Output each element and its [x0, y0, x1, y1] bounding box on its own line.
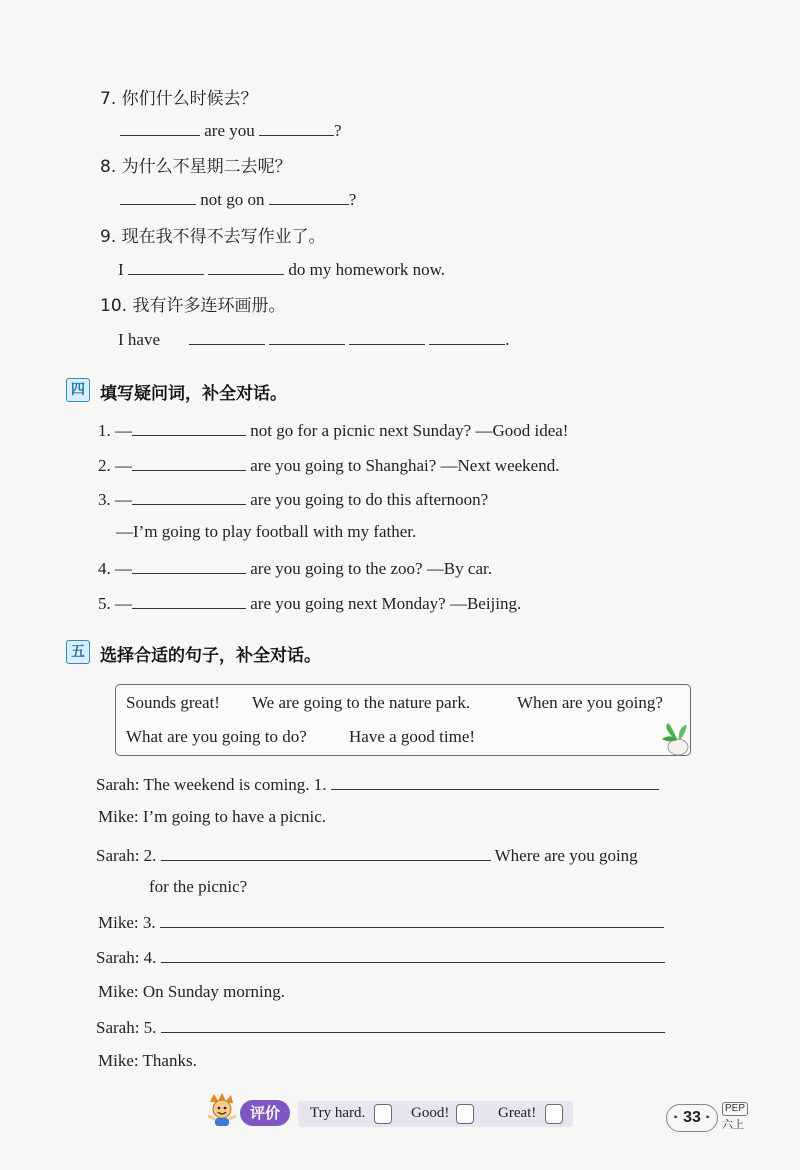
dialogue-line-3-end: for the picnic?	[149, 877, 248, 896]
dialogue-blank-1[interactable]	[331, 773, 659, 790]
s4-item-1-num: 1. —	[98, 421, 132, 440]
dialogue-blank-5[interactable]	[161, 1016, 665, 1033]
dialogue-line-3-cont: Where are you going	[494, 846, 638, 865]
s4-item-1-blank[interactable]	[132, 419, 246, 436]
q9-start: I	[118, 260, 124, 279]
s4-item-2	[98, 454, 559, 476]
s4-item-1	[98, 419, 568, 441]
dialogue-line-5-text: Sarah: 4.	[96, 948, 157, 967]
s4-item-2-num: 2. —	[98, 456, 132, 475]
s4-item-3-reply: —I’m going to play football with my father.	[116, 522, 417, 541]
dialogue-line-1	[96, 773, 659, 795]
good-label: Good!	[411, 1105, 450, 1121]
dialogue-line-4-text: Mike: 3.	[98, 913, 156, 932]
try-hard-checkbox[interactable]	[374, 1104, 392, 1124]
q7-mid-text: are you	[204, 121, 255, 140]
q10-blank-1[interactable]	[189, 328, 265, 345]
section-5-title: 选择合适的句子，补全对话。	[100, 646, 321, 666]
great-checkbox[interactable]	[545, 1104, 563, 1124]
q7-answer-line	[120, 119, 342, 141]
s4-item-5-num: 5. —	[98, 594, 132, 613]
q9-blank-1[interactable]	[128, 258, 204, 275]
dialogue-line-8: Mike: Thanks.	[98, 1051, 197, 1070]
q9-chinese: 9. 现在我不得不去写作业了。	[100, 227, 326, 247]
option-nature-park: We are going to the nature park.	[252, 693, 471, 712]
dialogue-blank-4[interactable]	[161, 946, 665, 963]
dialogue-line-6: Mike: On Sunday morning.	[98, 982, 285, 1001]
q8-end: ?	[348, 190, 357, 209]
s4-item-4	[98, 557, 492, 579]
q10-start: I have	[118, 330, 161, 349]
q10-end: .	[505, 330, 510, 349]
s4-item-4-blank[interactable]	[132, 557, 246, 574]
dialogue-line-7-text: Sarah: 5.	[96, 1018, 157, 1037]
q10-chinese: 10. 我有许多连环画册。	[100, 296, 286, 316]
s4-item-2-blank[interactable]	[132, 454, 246, 471]
option-when-going: When are you going?	[517, 693, 663, 712]
s4-item-5	[98, 592, 521, 614]
q7-blank-2[interactable]	[259, 119, 334, 136]
dialogue-line-3	[96, 844, 638, 866]
s4-item-2-text: are you going to Shanghai? —Next weekend.	[250, 456, 560, 475]
option-sounds-great: Sounds great!	[126, 693, 220, 712]
q8-mid-text: not go on	[200, 190, 265, 209]
s4-item-5-blank[interactable]	[132, 592, 246, 609]
q7-end: ?	[334, 121, 342, 140]
page-number: · 33 ·	[666, 1104, 718, 1132]
pep-badge: PEP	[722, 1102, 748, 1116]
option-what-do: What are you going to do?	[126, 727, 307, 746]
dialogue-line-2: Mike: I’m going to have a picnic.	[98, 807, 327, 826]
q9-end: do my homework now.	[288, 260, 446, 279]
section-4-title: 填写疑问词，补全对话。	[100, 384, 287, 404]
mascot-icon	[202, 1090, 242, 1130]
s4-item-4-num: 4. —	[98, 559, 132, 578]
dialogue-line-1-text: Sarah: The weekend is coming. 1.	[96, 775, 327, 794]
s4-item-5-text: are you going next Monday? —Beijing.	[250, 594, 522, 613]
s4-item-1-text: not go for a picnic next Sunday? —Good idea!	[250, 421, 569, 440]
q9-blank-2[interactable]	[208, 258, 284, 275]
s4-item-3-blank[interactable]	[132, 488, 246, 505]
q10-blank-2[interactable]	[269, 328, 345, 345]
section-5-badge: 五	[66, 640, 90, 664]
s4-item-3	[98, 488, 488, 510]
dialogue-line-3-text: Sarah: 2.	[96, 846, 157, 865]
q8-blank-1[interactable]	[120, 188, 196, 205]
q10-answer-line	[118, 328, 510, 350]
dialogue-line-4	[98, 911, 664, 933]
dialogue-blank-3[interactable]	[160, 911, 664, 928]
q8-answer-line	[120, 188, 356, 210]
dialogue-line-7	[96, 1016, 665, 1038]
eval-label: 评价	[240, 1100, 290, 1126]
dialogue-line-5	[96, 946, 665, 968]
s4-item-4-text: are you going to the zoo? —By car.	[250, 559, 492, 578]
try-hard-label: Try hard.	[310, 1105, 366, 1121]
s4-item-3-num: 3. —	[98, 490, 132, 509]
good-checkbox[interactable]	[456, 1104, 474, 1124]
section-4-badge: 四	[66, 378, 90, 402]
s4-item-3-text: are you going to do this afternoon?	[250, 490, 489, 509]
q7-chinese: 7. 你们什么时候去？	[100, 89, 258, 109]
q8-blank-2[interactable]	[269, 188, 349, 205]
dialogue-blank-2[interactable]	[161, 844, 491, 861]
q8-chinese: 8. 为什么不星期二去呢？	[100, 157, 292, 177]
q10-blank-4[interactable]	[429, 328, 505, 345]
options-box	[115, 684, 691, 756]
great-label: Great!	[498, 1105, 537, 1121]
q9-answer-line	[118, 258, 445, 280]
grade-label: 六上	[722, 1118, 744, 1131]
q7-blank-1[interactable]	[120, 119, 200, 136]
evaluation-bar	[298, 1101, 573, 1127]
option-good-time: Have a good time!	[349, 727, 476, 746]
q10-blank-3[interactable]	[349, 328, 425, 345]
radish-icon	[658, 721, 692, 757]
